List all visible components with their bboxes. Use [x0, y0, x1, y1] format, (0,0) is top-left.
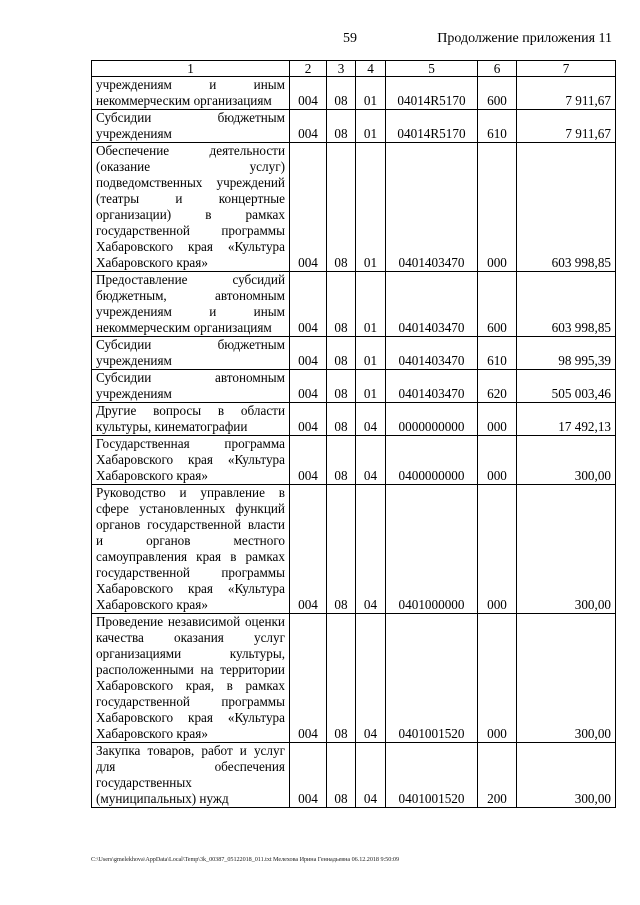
budget-table	[91, 60, 616, 808]
subsection-code: 04	[356, 743, 386, 808]
amount: 300,00	[517, 743, 616, 808]
item-name: Государственная программа Хабаровского края «Культура Хабаровского края»	[92, 436, 290, 485]
table-row	[92, 614, 616, 743]
target-article-code: 0400000000	[386, 436, 478, 485]
column-header: 7	[517, 61, 616, 77]
target-article-code: 04014R5170	[386, 110, 478, 143]
target-article-code: 0401403470	[386, 370, 478, 403]
expense-type-code: 610	[478, 110, 517, 143]
section-code: 08	[327, 370, 356, 403]
table-row	[92, 110, 616, 143]
column-header: 2	[290, 61, 327, 77]
target-article-code: 04014R5170	[386, 77, 478, 110]
expense-type-code: 000	[478, 143, 517, 272]
table-row	[92, 485, 616, 614]
column-header: 1	[92, 61, 290, 77]
item-name: Субсидии бюджетным учреждениям	[92, 110, 290, 143]
column-header: 5	[386, 61, 478, 77]
target-article-code: 0000000000	[386, 403, 478, 436]
expense-type-code: 000	[478, 485, 517, 614]
expense-type-code: 000	[478, 403, 517, 436]
expense-type-code: 200	[478, 743, 517, 808]
section-code: 08	[327, 272, 356, 337]
ministry-code: 004	[290, 614, 327, 743]
column-header: 3	[327, 61, 356, 77]
footer-file-path: C:\Users\gmelekhova\AppData\Local\Temp\3k_00387_05122018_011.txt Мелехова Ирина Геннадьевна 06.12.2018 9:50:09	[91, 856, 400, 863]
item-name: Субсидии бюджетным учреждениям	[92, 337, 290, 370]
table-row	[92, 370, 616, 403]
ministry-code: 004	[290, 337, 327, 370]
subsection-code: 01	[356, 272, 386, 337]
item-name: Закупка товаров, работ и услуг для обеспечения государственных (муниципальных) нужд	[92, 743, 290, 808]
subsection-code: 01	[356, 337, 386, 370]
item-name: Субсидии автономным учреждениям	[92, 370, 290, 403]
section-code: 08	[327, 337, 356, 370]
expense-type-code: 620	[478, 370, 517, 403]
item-name: Проведение независимой оценки качества оказания услуг организациями культуры, расположенными на территории Хабаровского края, в рамках государственной программы Хабаровского края «Культура Хабаровского края»	[92, 614, 290, 743]
ministry-code: 004	[290, 485, 327, 614]
table-row	[92, 143, 616, 272]
subsection-code: 01	[356, 77, 386, 110]
subsection-code: 01	[356, 370, 386, 403]
target-article-code: 0401403470	[386, 143, 478, 272]
subsection-code: 04	[356, 614, 386, 743]
section-code: 08	[327, 436, 356, 485]
subsection-code: 01	[356, 143, 386, 272]
ministry-code: 004	[290, 272, 327, 337]
subsection-code: 04	[356, 485, 386, 614]
target-article-code: 0401403470	[386, 272, 478, 337]
table-row	[92, 272, 616, 337]
item-name: Другие вопросы в области культуры, кинематографии	[92, 403, 290, 436]
amount: 7 911,67	[517, 110, 616, 143]
item-name: Руководство и управление в сфере установленных функций органов государственной власти и органов местного самоуправления края в рамках государственной программы Хабаровского края «Культура Хабаровского края»	[92, 485, 290, 614]
section-code: 08	[327, 485, 356, 614]
ministry-code: 004	[290, 436, 327, 485]
amount: 603 998,85	[517, 272, 616, 337]
section-code: 08	[327, 403, 356, 436]
expense-type-code: 610	[478, 337, 517, 370]
ministry-code: 004	[290, 77, 327, 110]
amount: 17 492,13	[517, 403, 616, 436]
target-article-code: 0401001520	[386, 614, 478, 743]
page-number: 59	[343, 31, 357, 46]
target-article-code: 0401000000	[386, 485, 478, 614]
section-code: 08	[327, 614, 356, 743]
amount: 98 995,39	[517, 337, 616, 370]
ministry-code: 004	[290, 403, 327, 436]
expense-type-code: 000	[478, 436, 517, 485]
expense-type-code: 600	[478, 272, 517, 337]
continuation-label: Продолжение приложения 11	[437, 31, 612, 46]
section-code: 08	[327, 110, 356, 143]
subsection-code: 04	[356, 403, 386, 436]
target-article-code: 0401001520	[386, 743, 478, 808]
expense-type-code: 600	[478, 77, 517, 110]
ministry-code: 004	[290, 370, 327, 403]
section-code: 08	[327, 77, 356, 110]
amount: 300,00	[517, 485, 616, 614]
ministry-code: 004	[290, 110, 327, 143]
subsection-code: 04	[356, 436, 386, 485]
amount: 7 911,67	[517, 77, 616, 110]
table-row	[92, 337, 616, 370]
amount: 300,00	[517, 436, 616, 485]
item-name: Обеспечение деятельности (оказание услуг) подведомственных учреждений (театры и концертные организации) в рамках государственной программы Хабаровского края «Культура Хабаровского края»	[92, 143, 290, 272]
column-header: 6	[478, 61, 517, 77]
table-header-row	[92, 61, 616, 77]
amount: 505 003,46	[517, 370, 616, 403]
item-name: учреждениям и иным некоммерческим организациям	[92, 77, 290, 110]
amount: 603 998,85	[517, 143, 616, 272]
amount: 300,00	[517, 614, 616, 743]
target-article-code: 0401403470	[386, 337, 478, 370]
column-header: 4	[356, 61, 386, 77]
table-row	[92, 743, 616, 808]
table-row	[92, 403, 616, 436]
subsection-code: 01	[356, 110, 386, 143]
table-row	[92, 436, 616, 485]
table-row	[92, 77, 616, 110]
ministry-code: 004	[290, 743, 327, 808]
item-name: Предоставление субсидий бюджетным, автономным учреждениям и иным некоммерческим организациям	[92, 272, 290, 337]
section-code: 08	[327, 743, 356, 808]
ministry-code: 004	[290, 143, 327, 272]
expense-type-code: 000	[478, 614, 517, 743]
section-code: 08	[327, 143, 356, 272]
